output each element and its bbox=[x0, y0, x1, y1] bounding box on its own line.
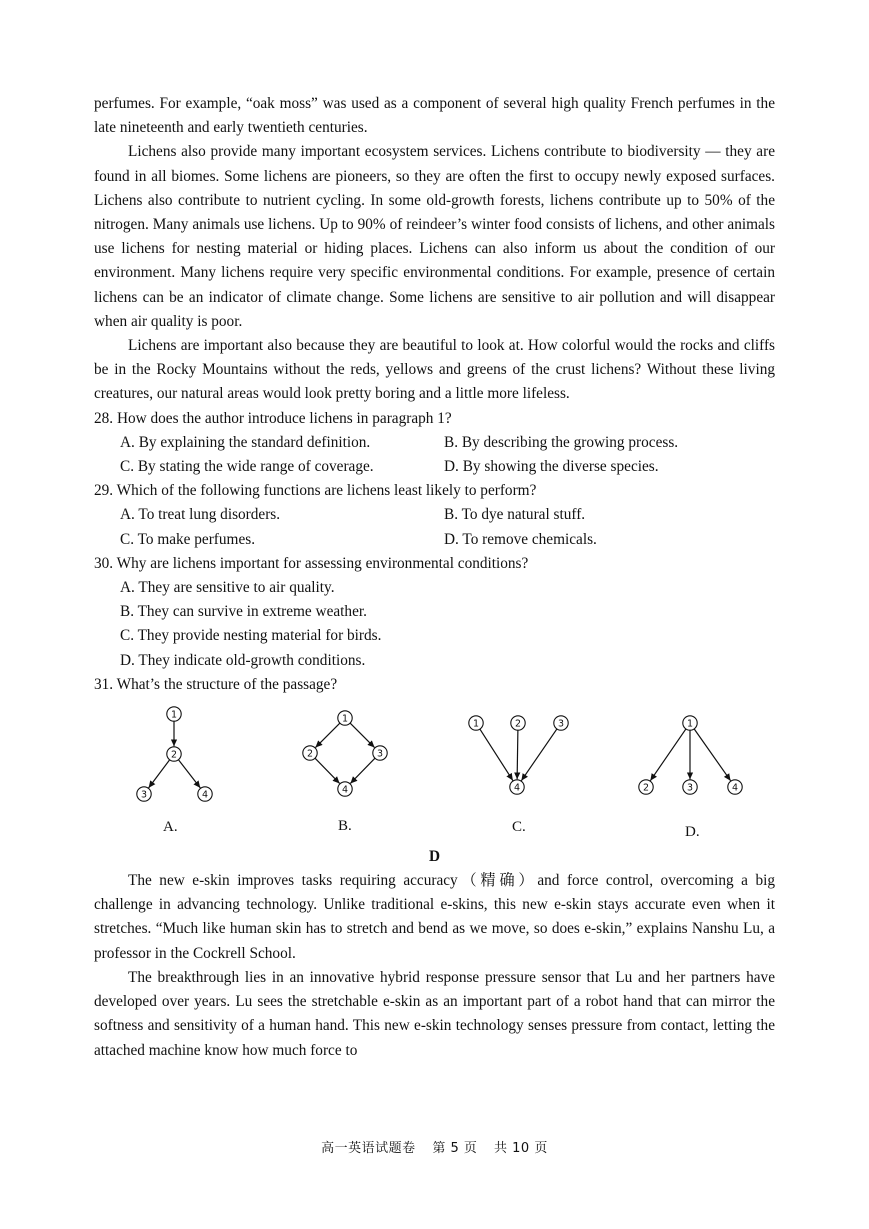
option-c: C. By stating the wide range of coverage. bbox=[120, 458, 374, 476]
svg-text:2: 2 bbox=[514, 718, 522, 730]
structure-diagrams bbox=[94, 703, 775, 845]
diagram-d-node bbox=[683, 716, 697, 730]
svg-text:1: 1 bbox=[341, 713, 349, 725]
diagram-d-node bbox=[683, 780, 697, 794]
passage-d-paragraph-1: The new e-skin improves tasks requiring accuracy（精确）and force control, overcoming a big challenge in advancing technology. Unlike traditional e-skins, this new e-skin stays accurate even when it stretches. “Much like human skin has to stretch and bend as we move, so does e-skin,” explains Nanshu Lu, a professor in the Cockrell School. bbox=[94, 872, 775, 962]
footer-page-number: 第 5 页 bbox=[432, 1141, 478, 1156]
structure-diagram-svg bbox=[94, 703, 775, 845]
svg-text:3: 3 bbox=[376, 748, 384, 760]
diagram-b-arrow bbox=[350, 723, 374, 747]
passage-c-paragraph-continued: perfumes. For example, “oak moss” was used as a component of several high quality French perfumes in the late nineteenth and early twentieth centuries. bbox=[94, 95, 775, 137]
question-29-stem: 29. Which of the following functions are lichens least likely to perform? bbox=[94, 482, 537, 500]
option-c: C. They provide nesting material for birds. bbox=[120, 627, 382, 645]
question-29 bbox=[94, 479, 775, 552]
diagram-d-label: D. bbox=[685, 824, 700, 841]
diagram-a-node bbox=[167, 707, 181, 721]
question-31 bbox=[94, 673, 775, 845]
svg-text:4: 4 bbox=[341, 784, 349, 796]
option-b: B. By describing the growing process. bbox=[444, 433, 679, 451]
diagram-b-node bbox=[338, 782, 352, 796]
svg-text:4: 4 bbox=[513, 782, 521, 794]
svg-text:1: 1 bbox=[686, 718, 694, 730]
svg-text:3: 3 bbox=[140, 789, 148, 801]
question-30 bbox=[94, 552, 775, 673]
diagram-a-arrow bbox=[178, 760, 200, 788]
question-29-options-row-2 bbox=[94, 528, 775, 552]
passage-d-paragraph-2: The breakthrough lies in an innovative hybrid response pressure sensor that Lu and her partners have developed over years. Lu sees the stretchable e-skin as an important part of a robot hand that can mirror the softness and sensitivity of a human hand. This new e-skin technology senses pressure from contact, letting the attached machine know how much force to bbox=[94, 968, 775, 1059]
diagram-b-arrow bbox=[315, 758, 340, 783]
svg-text:3: 3 bbox=[686, 782, 694, 794]
diagram-b-node bbox=[373, 746, 387, 760]
question-31-stem: 31. What’s the structure of the passage? bbox=[94, 675, 338, 693]
option-d: D. They indicate old-growth conditions. bbox=[120, 651, 366, 669]
footer-title: 高一英语试题卷 bbox=[321, 1141, 416, 1156]
diagram-a-node bbox=[198, 787, 212, 801]
svg-text:2: 2 bbox=[642, 782, 650, 794]
question-28 bbox=[94, 407, 775, 480]
option-d: D. By showing the diverse species. bbox=[444, 458, 659, 476]
diagram-c-node bbox=[510, 780, 524, 794]
option-a: A. By explaining the standard definition. bbox=[120, 433, 371, 451]
svg-text:2: 2 bbox=[170, 749, 178, 761]
diagram-b-arrow bbox=[315, 723, 339, 747]
exam-page bbox=[94, 92, 775, 1063]
question-28-options-row-2 bbox=[94, 455, 775, 479]
svg-text:2: 2 bbox=[306, 748, 314, 760]
svg-text:3: 3 bbox=[557, 718, 565, 730]
option-a: A. To treat lung disorders. bbox=[120, 506, 281, 524]
diagram-nodes bbox=[137, 707, 742, 801]
diagram-b-node bbox=[338, 711, 352, 725]
diagram-d-arrow bbox=[650, 729, 686, 781]
diagram-a-label: A. bbox=[163, 819, 178, 836]
diagram-edges bbox=[149, 718, 731, 788]
diagram-d-node bbox=[728, 780, 742, 794]
footer-total-pages: 共 10 页 bbox=[494, 1141, 548, 1156]
diagram-c-node bbox=[511, 716, 525, 730]
option-d: D. To remove chemicals. bbox=[444, 530, 597, 548]
diagram-c-arrow bbox=[521, 729, 557, 781]
diagram-c-node bbox=[554, 716, 568, 730]
diagram-a-node bbox=[167, 747, 181, 761]
option-b: B. To dye natural stuff. bbox=[444, 506, 586, 524]
diagram-c-arrow bbox=[480, 729, 513, 780]
diagram-d-arrow bbox=[694, 729, 730, 781]
page-footer bbox=[0, 1137, 869, 1156]
diagram-b-label: B. bbox=[338, 818, 352, 835]
diagram-c-node bbox=[469, 716, 483, 730]
svg-text:1: 1 bbox=[472, 718, 480, 730]
passage-c-paragraph-beauty: Lichens are important also because they are beautiful to look at. How colorful would the rocks and cliffs be in the Rocky Mountains without the reds, yellows and greens of the crust lichens? Without these living creatures, our natural areas would look pretty boring and a little more lifeless. bbox=[94, 337, 775, 403]
passage-d-heading: D bbox=[428, 848, 441, 866]
diagram-a-node bbox=[137, 787, 151, 801]
question-29-options-row-1 bbox=[94, 503, 775, 527]
option-a: A. They are sensitive to air quality. bbox=[120, 579, 335, 597]
svg-text:1: 1 bbox=[170, 709, 178, 721]
diagram-c-label: C. bbox=[512, 819, 526, 836]
option-c: C. To make perfumes. bbox=[120, 530, 256, 548]
question-30-stem: 30. Why are lichens important for assessing environmental conditions? bbox=[94, 554, 529, 572]
question-28-options-row-1 bbox=[94, 431, 775, 455]
passage-c-paragraph-services: Lichens also provide many important ecosystem services. Lichens contribute to biodiversity — they are found in all biomes. Some lichens are pioneers, so they are often the first to occupy newly exposed surfaces. Lichens also contribute to nutrient cycling. In some old-growth forests, lichens contribute up to 50% of the nitrogen. Many animals use lichens. Up to 90% of reindeer’s winter food consists of lichens, and other animals use lichens for nesting material or hiding places. Lichens can also inform us about the condition of our environment. Many lichens require very specific environmental conditions. For example, presence of certain lichens can be an indicator of climate change. Some lichens are sensitive to air pollution and will disappear when air quality is poor. bbox=[94, 143, 775, 330]
svg-text:4: 4 bbox=[731, 782, 739, 794]
diagram-b-node bbox=[303, 746, 317, 760]
svg-text:4: 4 bbox=[201, 789, 209, 801]
diagram-a-arrow bbox=[149, 760, 170, 788]
question-28-stem: 28. How does the author introduce lichens in paragraph 1? bbox=[94, 409, 452, 427]
diagram-b-arrow bbox=[350, 758, 375, 783]
diagram-d-node bbox=[639, 780, 653, 794]
option-b: B. They can survive in extreme weather. bbox=[120, 603, 367, 621]
diagram-c-arrow bbox=[517, 730, 518, 779]
